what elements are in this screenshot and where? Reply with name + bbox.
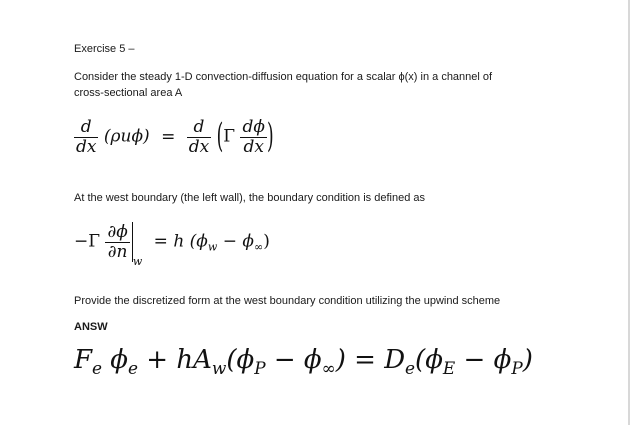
ans-paren-open: (ϕ bbox=[226, 345, 255, 375]
eq2-rhs-end: ) bbox=[263, 231, 270, 252]
ans-phi-e: ϕ bbox=[102, 345, 129, 375]
boundary-text: At the west boundary (the left wall), the boundary condition is defined as bbox=[74, 192, 425, 204]
ans-F: F bbox=[74, 345, 93, 375]
eq2-den: ∂n bbox=[107, 241, 128, 262]
eq1-rhs-den: dx bbox=[188, 136, 210, 157]
equation-convection-diffusion bbox=[74, 118, 274, 156]
eq1-lhs-num: d bbox=[80, 117, 92, 137]
eq2-rhs-sub-w: w bbox=[207, 240, 218, 254]
ans-minus2: − ϕ bbox=[455, 345, 512, 375]
eq1-gamma: Γ bbox=[223, 126, 236, 147]
eq1-rhs-num: d bbox=[193, 117, 205, 137]
ans-sub-e-2: e bbox=[128, 357, 139, 378]
ans-sub-inf: ∞ bbox=[321, 357, 336, 378]
exercise-title: Exercise 5 – bbox=[74, 43, 135, 55]
eq2-rhs-mid: − ϕ bbox=[217, 231, 255, 252]
eq1-inner-num: dϕ bbox=[242, 117, 265, 137]
eq2-num: ∂ϕ bbox=[107, 221, 128, 242]
eq2-derivative bbox=[105, 223, 129, 261]
eq1-open-paren: ( bbox=[216, 117, 224, 158]
problem-line-1: Consider the steady 1-D convection-diffusion equation for a scalar ϕ(x) in a channel of bbox=[74, 71, 493, 83]
ans-sub-e-3: e bbox=[405, 357, 416, 378]
eq1-rhs-derivative bbox=[187, 118, 211, 156]
eq2-prefix: −Γ bbox=[74, 231, 101, 252]
ans-sub-P: P bbox=[254, 357, 266, 378]
ans-sub-P2: P bbox=[511, 357, 523, 378]
ans-sub-e: e bbox=[92, 357, 103, 378]
ans-close-eq-D: ) = D bbox=[335, 345, 406, 375]
eq1-inner-derivative bbox=[240, 118, 266, 156]
answer-label: ANSW bbox=[74, 321, 108, 333]
eq2-eval-sub: w bbox=[132, 254, 143, 268]
problem-line-2: cross-sectional area A bbox=[74, 87, 183, 99]
eq1-close-paren: ) bbox=[266, 117, 274, 158]
eq1-lhs-den: dx bbox=[76, 136, 97, 157]
ans-sub-E: E bbox=[442, 357, 456, 378]
eq2-rhs-sub-inf: ∞ bbox=[254, 240, 264, 254]
answer-equation bbox=[74, 345, 533, 378]
eq1-lhs-derivative bbox=[74, 118, 98, 156]
ans-paren2: (ϕ bbox=[415, 345, 443, 375]
task-text: Provide the discretized form at the west boundary condition utilizing the upwind scheme bbox=[74, 295, 501, 307]
ans-sub-w: w bbox=[211, 357, 227, 378]
eq2-rhs: = h (ϕ bbox=[153, 231, 208, 252]
eq1-lhs-term: (ρuϕ) bbox=[103, 126, 150, 147]
ans-close: ) bbox=[522, 345, 533, 375]
eq1-inner-den: dx bbox=[243, 136, 264, 157]
eq1-equals: = bbox=[161, 126, 176, 147]
ans-minus-phi: − ϕ bbox=[265, 345, 322, 375]
equation-boundary-condition bbox=[74, 222, 270, 268]
ans-plus-hA: + hA bbox=[138, 345, 212, 375]
